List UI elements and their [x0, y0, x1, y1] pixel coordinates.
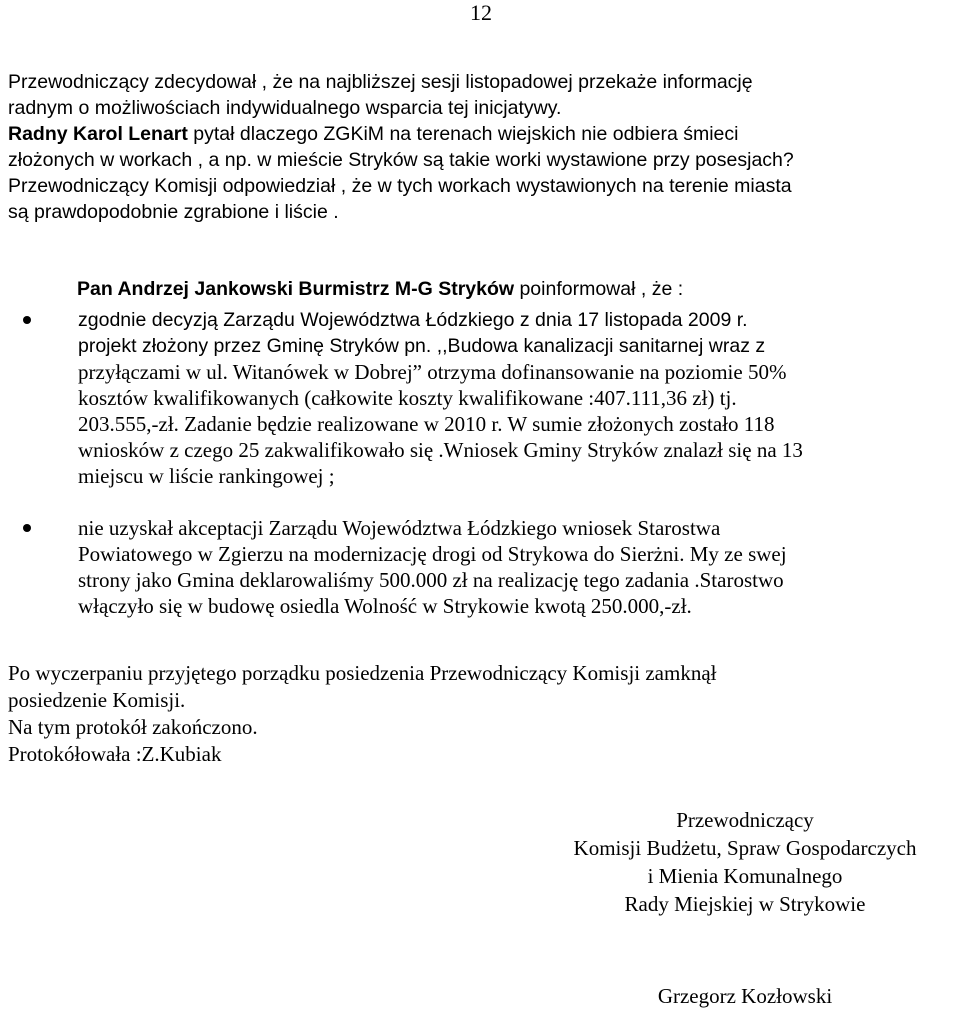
- signature-line-2: Komisji Budżetu, Spraw Gospodarczych: [573, 836, 917, 860]
- question-text: pytał dlaczego ZGKiM na terenach wiejskich nie odbiera śmieci: [187, 123, 739, 145]
- intro-line-2: radnym o możliwościach indywidualnego wsparcia tej inicjatywy.: [8, 97, 562, 119]
- bullet-1-line-2: projekt złożony przez Gminę Stryków pn. ,,Budowa kanalizacji sanitarnej wraz z: [78, 335, 766, 357]
- question-line-4: są prawdopodobnie zgrabione i liście .: [8, 201, 339, 223]
- question-line-3: Przewodniczący Komisji odpowiedział , że w tych workach wystawionych na terenie miasta: [8, 175, 792, 197]
- bullet-1-line-5: 203.555,-zł. Zadanie będzie realizowane w 2010 r. W sumie złożonych zostało 118: [78, 412, 775, 436]
- mayor-verb: poinformował , że :: [514, 278, 684, 300]
- bullet-2-line-2: Powiatowego w Zgierzu na modernizację drogi od Strykowa do Sierżni. My ze swej: [78, 542, 787, 566]
- bullet-1-line-1: zgodnie decyzją Zarządu Województwa Łódzkiego z dnia 17 listopada 2009 r.: [78, 309, 748, 331]
- closing-paragraph: [8, 660, 717, 768]
- councillor-name: Radny Karol Lenart: [8, 123, 188, 145]
- signature-block: [530, 806, 960, 918]
- signer-name: Grzegorz Kozłowski: [657, 984, 833, 1008]
- bullet-1-line-6: wniosków z czego 25 zakwalifikowało się .Wniosek Gminy Stryków znalazł się na 13: [78, 438, 803, 462]
- bullet-2-line-3: strony jako Gmina deklarowaliśmy 500.000 zł na realizację tego zadania .Starostwo: [78, 568, 784, 592]
- signature-line-4: Rady Miejskiej w Strykowie: [624, 892, 866, 916]
- bullet-list-item-1: [0, 307, 960, 489]
- bullet-2-line-1: nie uzyskał akceptacji Zarządu Województwa Łódzkiego wniosek Starostwa: [78, 516, 721, 540]
- bullet-dot-icon: [23, 524, 31, 532]
- closing-line-1: Po wyczerpaniu przyjętego porządku posiedzenia Przewodniczący Komisji zamknął: [8, 661, 717, 685]
- signature-line-3: i Mienia Komunalnego: [647, 864, 843, 888]
- intro-paragraph: [8, 69, 958, 225]
- closing-line-2: posiedzenie Komisji.: [8, 688, 186, 712]
- mayor-speaker: Pan Andrzej Jankowski Burmistrz M-G Stryków: [77, 278, 515, 300]
- closing-line-4: Protokółowała :Z.Kubiak: [8, 742, 222, 766]
- bullet-1-line-7: miejscu w liście rankingowej ;: [78, 464, 335, 488]
- bullet-1-line-4: kosztów kwalifikowanych (całkowite koszty kwalifikowane :407.111,36 zł) tj.: [78, 386, 737, 410]
- bullet-1-line-3: przyłączami w ul. Witanówek w Dobrej” otrzyma dofinansowanie na poziomie 50%: [78, 360, 787, 384]
- mayor-intro: [77, 276, 947, 302]
- question-line-1: [8, 121, 958, 147]
- bullet-dot-icon: [23, 316, 31, 324]
- bullet-2-line-4: włączyło się w budowę osiedla Wolność w Strykowie kwotą 250.000,-zł.: [78, 594, 692, 618]
- question-line-2: złożonych w workach , a np. w mieście Stryków są takie worki wystawione przy posesjach?: [8, 149, 794, 171]
- bullet-list-item-2: [0, 515, 960, 619]
- signature-title: Przewodniczący: [676, 808, 814, 832]
- closing-line-3: Na tym protokół zakończono.: [8, 715, 258, 739]
- intro-line-1: Przewodniczący zdecydował , że na najbliższej sesji listopadowej przekaże informację: [8, 71, 753, 93]
- page-number: 12: [470, 0, 492, 25]
